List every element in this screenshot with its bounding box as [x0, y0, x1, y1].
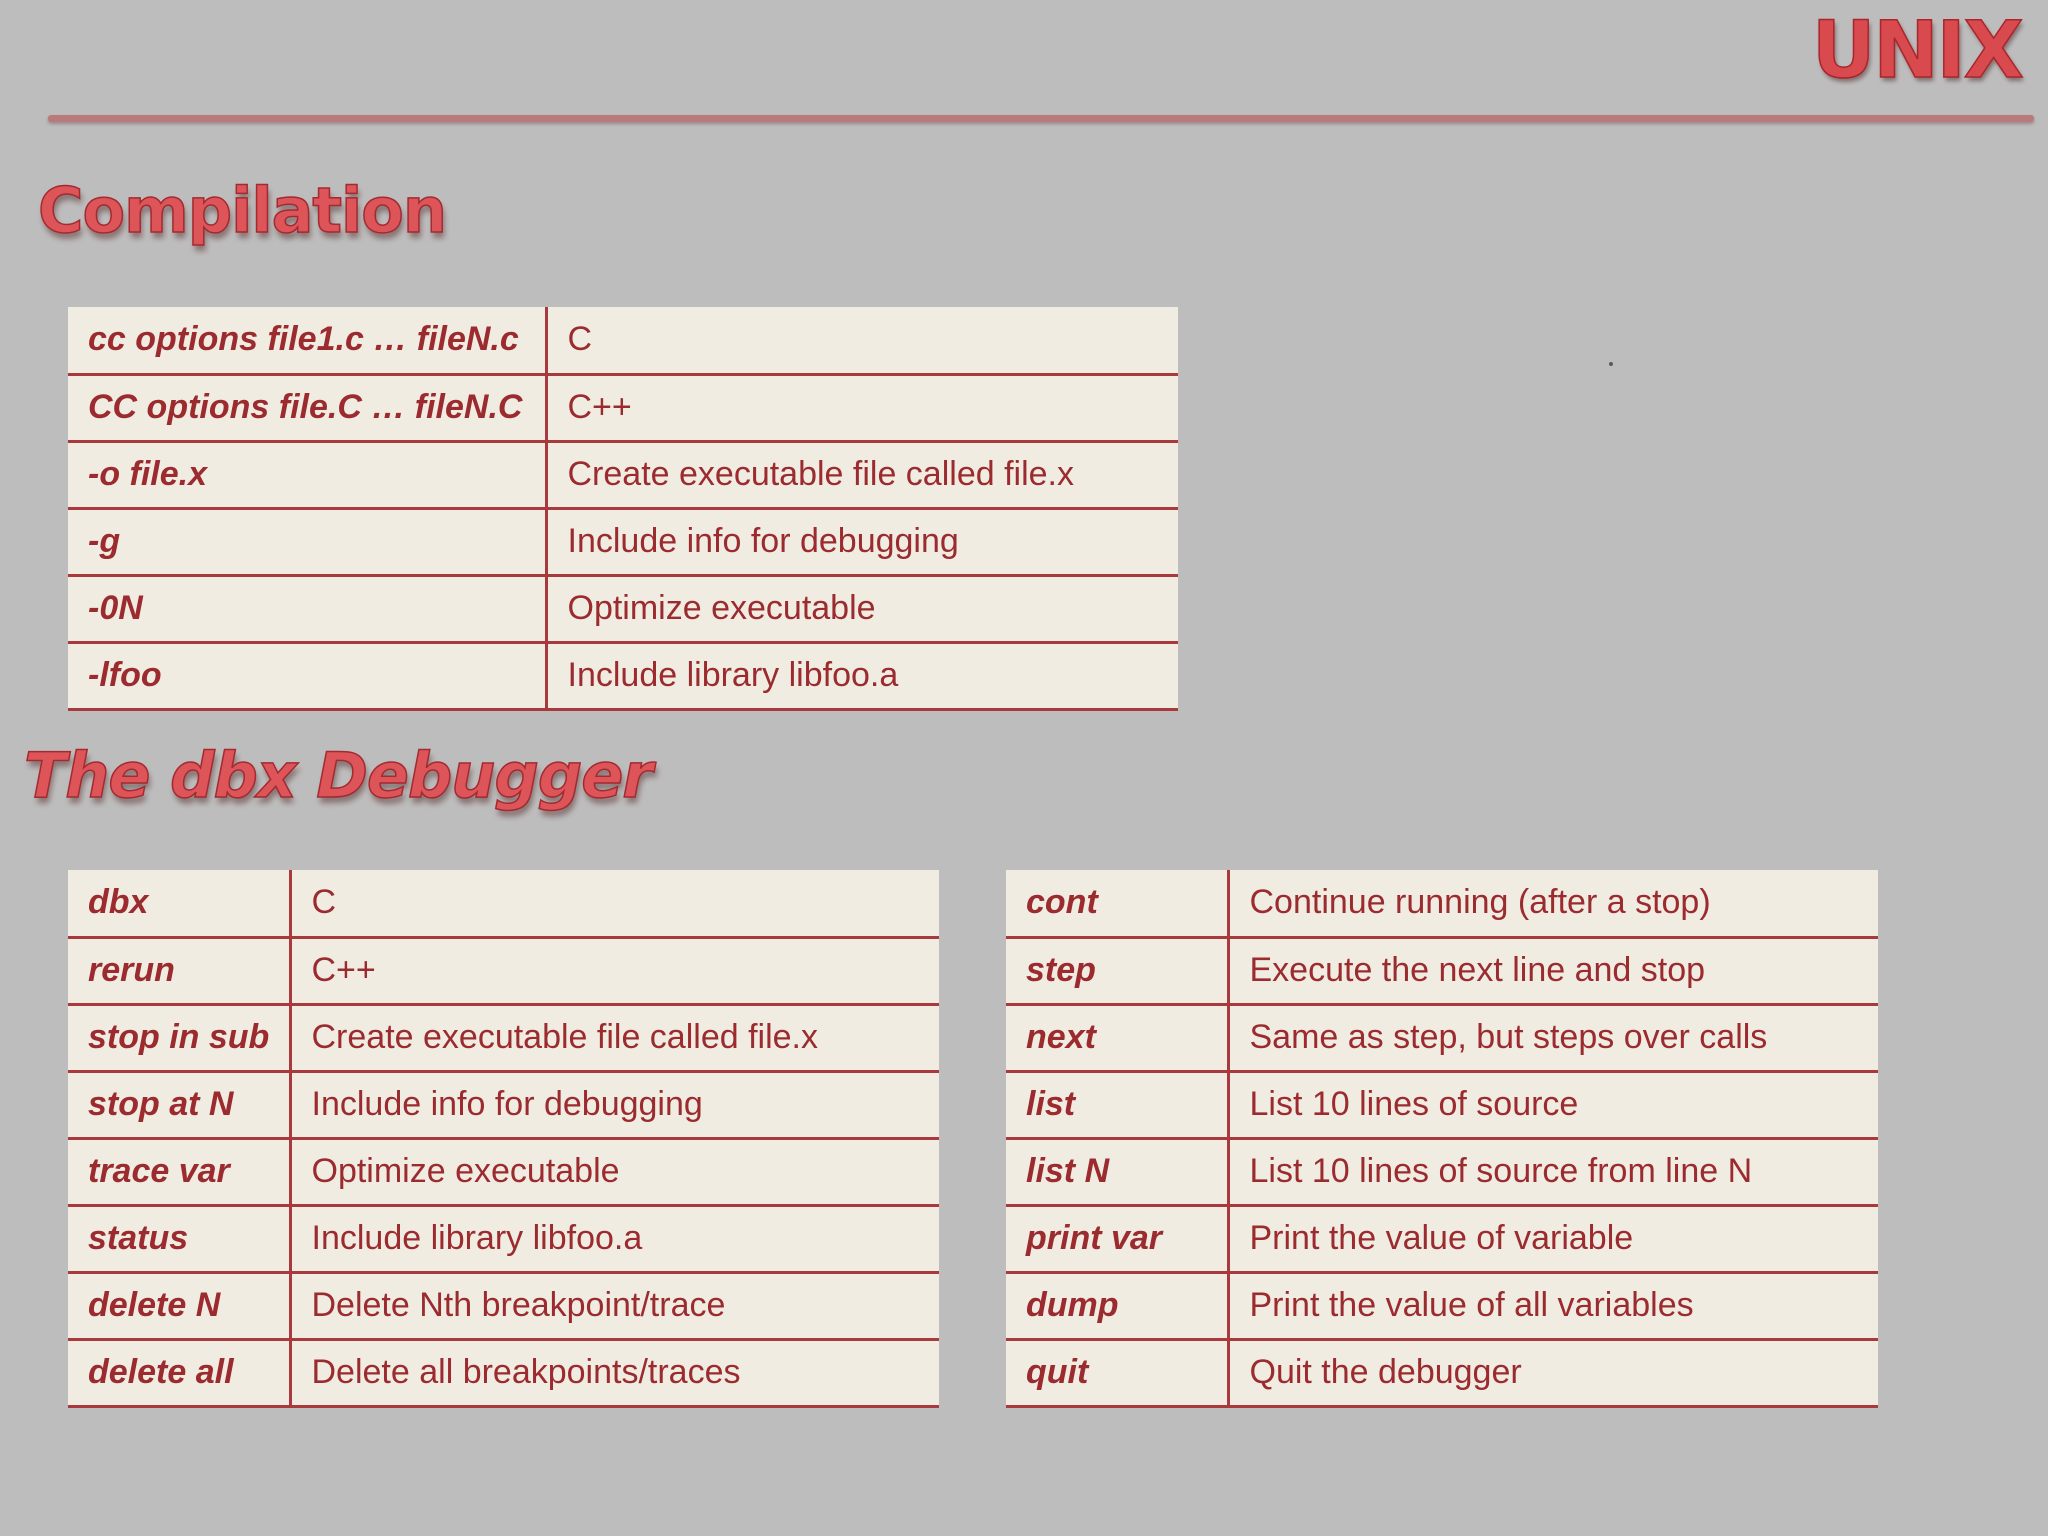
- description-cell: Print the value of variable: [1228, 1205, 1878, 1272]
- description-cell: Continue running (after a stop): [1228, 870, 1878, 937]
- command-cell: delete all: [68, 1339, 290, 1406]
- command-cell: cc options file1.c … fileN.c: [68, 307, 546, 374]
- description-cell: List 10 lines of source: [1228, 1071, 1878, 1138]
- compilation-section-title: Compilation: [38, 174, 447, 247]
- command-cell: stop in sub: [68, 1004, 290, 1071]
- command-cell: print var: [1006, 1205, 1228, 1272]
- description-cell: Include library libfoo.a: [290, 1205, 939, 1272]
- command-cell: step: [1006, 937, 1228, 1004]
- table-row: [68, 937, 939, 1004]
- description-cell: C++: [290, 937, 939, 1004]
- command-cell: quit: [1006, 1339, 1228, 1406]
- dbx-section-title: The dbx Debugger: [24, 739, 652, 812]
- description-cell: Create executable file called file.x: [290, 1004, 939, 1071]
- table-row: [68, 508, 1178, 575]
- command-cell: next: [1006, 1004, 1228, 1071]
- command-cell: rerun: [68, 937, 290, 1004]
- dbx-commands-table-right: [1006, 870, 1878, 1408]
- description-cell: Delete Nth breakpoint/trace: [290, 1272, 939, 1339]
- table-row: [68, 1138, 939, 1205]
- table-row: [68, 307, 1178, 374]
- description-cell: C: [290, 870, 939, 937]
- command-cell: dump: [1006, 1272, 1228, 1339]
- description-cell: Optimize executable: [546, 575, 1178, 642]
- command-cell: -g: [68, 508, 546, 575]
- command-cell: -lfoo: [68, 642, 546, 709]
- command-cell: status: [68, 1205, 290, 1272]
- table-row: [68, 1004, 939, 1071]
- command-cell: dbx: [68, 870, 290, 937]
- description-cell: List 10 lines of source from line N: [1228, 1138, 1878, 1205]
- header-divider: [48, 115, 2034, 122]
- dbx-commands-table-left: [68, 870, 939, 1408]
- command-cell: CC options file.C … fileN.C: [68, 374, 546, 441]
- command-cell: delete N: [68, 1272, 290, 1339]
- description-cell: Print the value of all variables: [1228, 1272, 1878, 1339]
- description-cell: Include info for debugging: [290, 1071, 939, 1138]
- table-row: [68, 1205, 939, 1272]
- description-cell: C++: [546, 374, 1178, 441]
- compilation-table: [68, 307, 1178, 711]
- decorative-dot: [1609, 362, 1613, 366]
- command-cell: trace var: [68, 1138, 290, 1205]
- table-row: [1006, 1071, 1878, 1138]
- table-row: [1006, 1272, 1878, 1339]
- description-cell: Delete all breakpoints/traces: [290, 1339, 939, 1406]
- description-cell: C: [546, 307, 1178, 374]
- table-row: [68, 575, 1178, 642]
- description-cell: Include library libfoo.a: [546, 642, 1178, 709]
- table-row: [68, 441, 1178, 508]
- table-row: [1006, 870, 1878, 937]
- description-cell: Execute the next line and stop: [1228, 937, 1878, 1004]
- table-row: [1006, 937, 1878, 1004]
- command-cell: stop at N: [68, 1071, 290, 1138]
- description-cell: Include info for debugging: [546, 508, 1178, 575]
- description-cell: Create executable file called file.x: [546, 441, 1178, 508]
- table-row: [68, 1071, 939, 1138]
- command-cell: cont: [1006, 870, 1228, 937]
- unix-brand-title: UNIX: [1812, 6, 2022, 96]
- description-cell: Optimize executable: [290, 1138, 939, 1205]
- command-cell: list: [1006, 1071, 1228, 1138]
- table-row: [68, 374, 1178, 441]
- table-row: [1006, 1205, 1878, 1272]
- table-row: [68, 642, 1178, 709]
- table-row: [1006, 1138, 1878, 1205]
- table-row: [68, 1272, 939, 1339]
- description-cell: Quit the debugger: [1228, 1339, 1878, 1406]
- table-row: [1006, 1339, 1878, 1406]
- command-cell: -0N: [68, 575, 546, 642]
- command-cell: list N: [1006, 1138, 1228, 1205]
- command-cell: -o file.x: [68, 441, 546, 508]
- table-row: [1006, 1004, 1878, 1071]
- table-row: [68, 1339, 939, 1406]
- description-cell: Same as step, but steps over calls: [1228, 1004, 1878, 1071]
- table-row: [68, 870, 939, 937]
